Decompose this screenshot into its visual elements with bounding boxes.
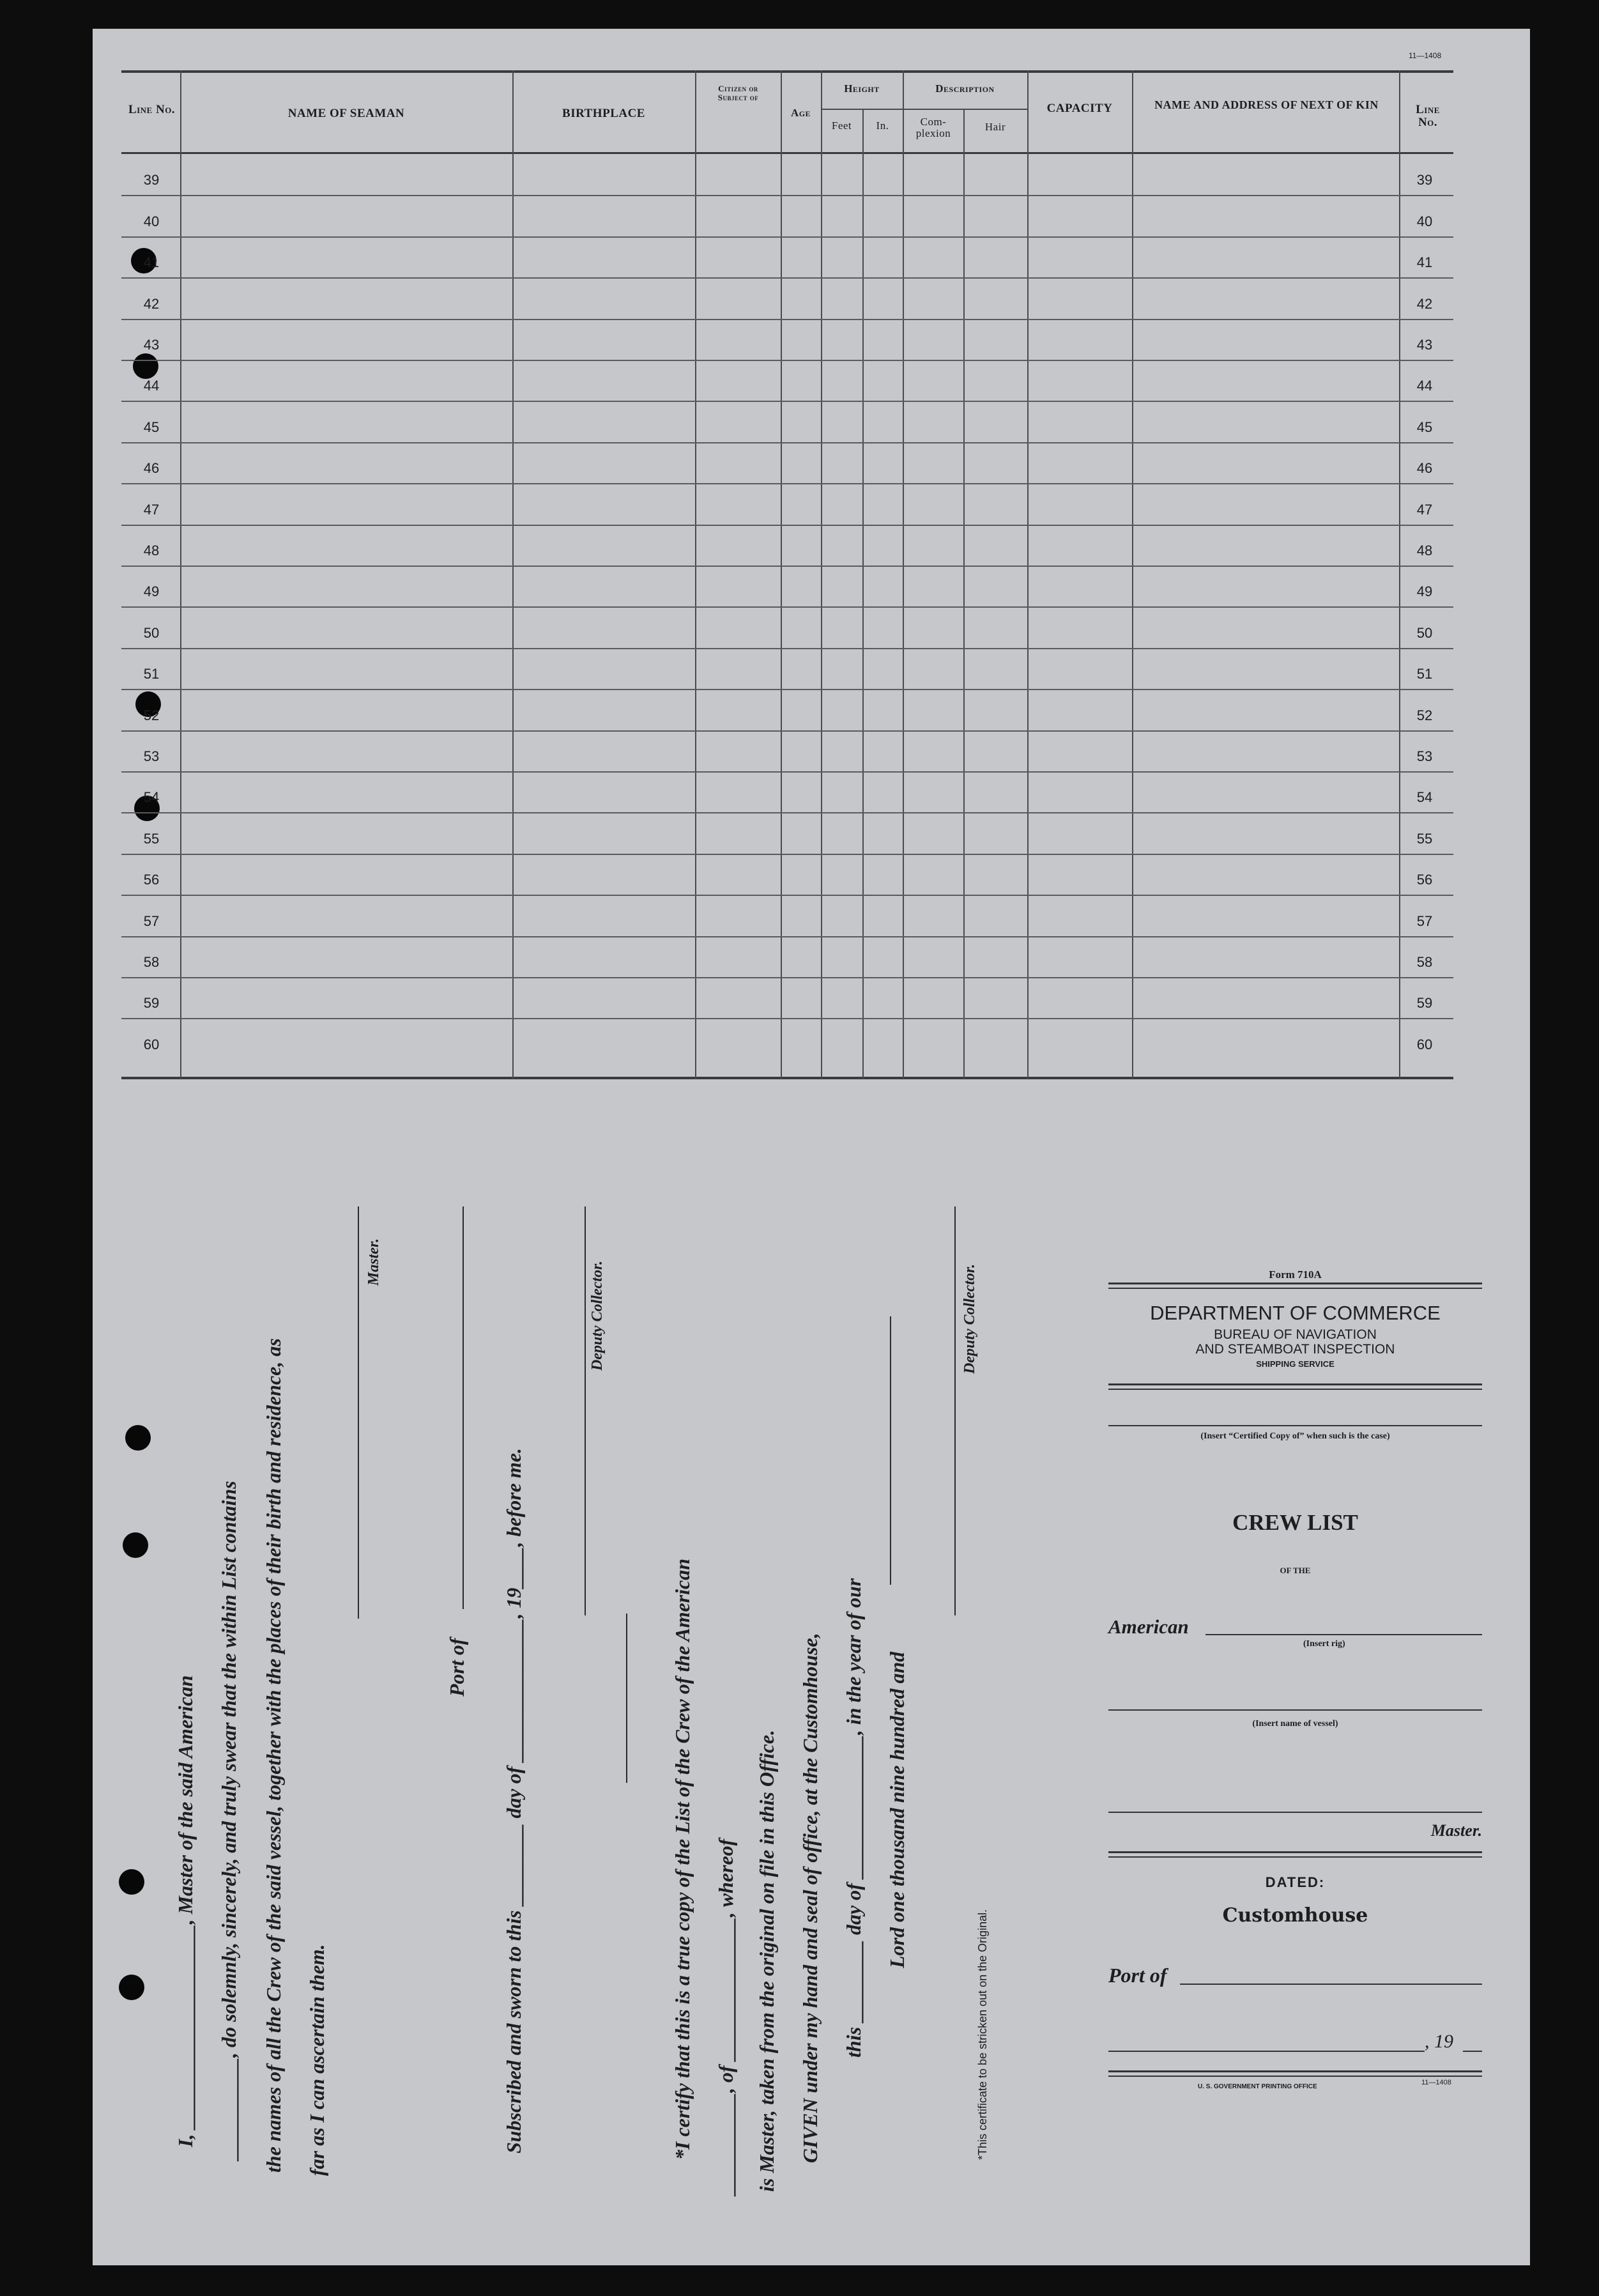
header-birthplace: BIRTHPLACE: [562, 107, 645, 120]
table-row-divider: [121, 812, 1453, 813]
port-of-label: Port of: [445, 1638, 468, 1697]
mid-double-rule: [1108, 1389, 1482, 1390]
header-next-of-kin: NAME AND ADDRESS OF NEXT OF KIN: [1154, 98, 1379, 111]
line-number-right: 40: [1416, 213, 1433, 229]
date-field[interactable]: [1108, 2035, 1425, 2052]
header-complexion: Com- plexion: [915, 116, 951, 139]
col-divider: [821, 70, 822, 1079]
deputy-signature-line-1: [585, 1206, 586, 1615]
table-row-divider: [121, 689, 1453, 690]
line-number-left: 43: [143, 337, 160, 353]
line-number-left: 59: [143, 995, 160, 1012]
punch-hole: [119, 1975, 144, 2000]
insert-rig-note: (Insert rig): [1303, 1639, 1345, 1649]
line-number-left: 39: [143, 172, 160, 189]
line-number-right: 46: [1416, 460, 1433, 477]
subheader-rule: [821, 109, 903, 110]
subscribed-sworn: Subscribed and sworn to this ________ day of ______________, 19____, before me.: [502, 1447, 525, 2153]
line-number-left: 44: [143, 378, 160, 394]
line-number-left: 57: [143, 913, 160, 929]
table-bottom-rule: [121, 1077, 1453, 1079]
short-divider: [626, 1614, 627, 1783]
mid-double-rule: [1108, 1383, 1482, 1385]
line-number-left: 50: [143, 624, 160, 641]
port-of-line: [463, 1206, 464, 1609]
line-number-left: 47: [143, 501, 160, 518]
line-number-right: 49: [1416, 583, 1433, 600]
table-row-divider: [121, 360, 1453, 361]
american-label: American: [1108, 1615, 1189, 1638]
line-number-right: 54: [1416, 789, 1433, 806]
line-number-left: 45: [143, 419, 160, 435]
header-line-no: Line No.: [128, 103, 176, 116]
header-name-of-seaman: NAME OF SEAMAN: [287, 107, 405, 120]
customhouse-label: Customhouse: [1222, 1904, 1368, 1927]
header-inches: In.: [876, 119, 889, 132]
department: DEPARTMENT OF COMMERCE: [1150, 1302, 1441, 1324]
col-divider: [695, 70, 696, 1079]
master-field[interactable]: [1108, 1812, 1482, 1813]
cover-master-label: Master.: [1430, 1821, 1482, 1840]
certified-copy-field[interactable]: [1108, 1425, 1482, 1426]
line-number-right: 58: [1416, 954, 1433, 970]
oath-line-2: __________, do solemnly, sincerely, and truly swear that the within List contains: [217, 1481, 240, 2160]
port-field[interactable]: [1180, 1968, 1482, 1985]
header-feet: Feet: [831, 119, 852, 132]
vessel-name-field[interactable]: [1108, 1709, 1482, 1711]
col-divider: [862, 109, 864, 1079]
punch-hole: [125, 1425, 151, 1451]
col-divider: [1027, 70, 1029, 1079]
col-divider: [963, 109, 965, 1079]
header-capacity: CAPACITY: [1046, 102, 1113, 115]
punch-hole: [123, 1532, 148, 1558]
cover-panel: [1108, 1268, 1482, 2112]
insert-vessel-note: (Insert name of vessel): [1252, 1719, 1338, 1729]
line-number-right: 57: [1416, 913, 1433, 929]
bureau-line-1: BUREAU OF NAVIGATION: [1214, 1327, 1377, 1342]
line-number-right: 39: [1416, 172, 1433, 189]
certificate-line-6: Lord one thousand nine hundred and: [885, 1651, 908, 1968]
line-number-right: 60: [1416, 1036, 1433, 1052]
line-number-right: 52: [1416, 707, 1433, 723]
line-number-left: 49: [143, 583, 160, 600]
line-number-right: 59: [1416, 995, 1433, 1012]
printer-imprint: U. S. GOVERNMENT PRINTING OFFICE: [1198, 2083, 1317, 2090]
rig-field[interactable]: [1205, 1619, 1482, 1635]
line-number-left: 55: [143, 830, 160, 847]
cover-port-of-label: Port of: [1108, 1964, 1167, 1987]
line-number-left: 54: [143, 789, 160, 806]
punch-hole: [119, 1869, 144, 1895]
line-number-left: 53: [143, 748, 160, 764]
line-number-left: 56: [143, 872, 160, 888]
table-row-divider: [121, 606, 1453, 608]
table-top-rule: [121, 70, 1453, 73]
line-number-left: 52: [143, 707, 160, 723]
col-divider: [903, 70, 904, 1079]
certificate-footnote: *This certificate to be stricken out on the Original.: [976, 1909, 989, 2160]
dated-label: DATED:: [1265, 1874, 1326, 1890]
year-field[interactable]: [1463, 2035, 1482, 2052]
table-row-divider: [121, 730, 1453, 732]
certificate-line-3: is Master, taken from the original on file in this Office.: [755, 1729, 778, 2192]
line-number-right: 50: [1416, 624, 1433, 641]
table-row-divider: [121, 236, 1453, 238]
certificate-line-4: GIVEN under my hand and seal of office, at the Customhouse,: [799, 1633, 822, 2163]
line-number-left: 58: [143, 954, 160, 970]
header-height: Height: [844, 82, 880, 95]
line-number-left: 46: [143, 460, 160, 477]
table-row-divider: [121, 195, 1453, 196]
col-divider: [1132, 70, 1133, 1079]
header-bottom-rule: [121, 152, 1453, 154]
crew-list-title: CREW LIST: [1232, 1510, 1358, 1535]
certificate-line-2: __________, of ______________, whereof: [714, 1838, 737, 2195]
deputy-collector-label-1: Deputy Collector.: [589, 1261, 606, 1371]
col-divider: [180, 70, 181, 1079]
bottom-double-rule: [1108, 2076, 1482, 2077]
certificate-line-5: this ________ day of ______________, in the year of our: [842, 1578, 865, 2058]
subheader-rule: [903, 109, 1027, 110]
form-number: Form 710A: [1269, 1268, 1322, 1281]
table-row-divider: [121, 977, 1453, 978]
lower-double-rule: [1108, 1851, 1482, 1853]
bureau-line-2: AND STEAMBOAT INSPECTION: [1195, 1342, 1395, 1357]
table-row-divider: [121, 442, 1453, 443]
table-row-divider: [121, 277, 1453, 279]
line-number-right: 47: [1416, 501, 1433, 518]
top-double-rule: [1108, 1283, 1482, 1284]
lower-double-rule: [1108, 1856, 1482, 1858]
master-signature-label: Master.: [365, 1238, 382, 1286]
line-number-left: 42: [143, 295, 160, 312]
bottom-double-rule: [1108, 2070, 1482, 2072]
line-number-left: 60: [143, 1036, 160, 1052]
shipping-service: SHIPPING SERVICE: [1256, 1359, 1335, 1369]
crew-table: [121, 70, 1453, 1086]
oath-line-1: I, ____________________, Master of the said American: [174, 1675, 197, 2147]
table-row-divider: [121, 854, 1453, 855]
header-hair: Hair: [984, 121, 1006, 133]
deputy-signature-line-2: [954, 1206, 956, 1615]
table-row-divider: [121, 319, 1453, 320]
certified-copy-note: (Insert “Certified Copy of” when such is the case): [1200, 1431, 1390, 1441]
form-code-bottom: 11—1408: [1421, 2079, 1451, 2086]
header-age: Age: [790, 107, 811, 119]
master-signature-line: [358, 1206, 359, 1619]
top-double-rule: [1108, 1288, 1482, 1289]
table-row-divider: [121, 483, 1453, 484]
line-number-right: 55: [1416, 830, 1433, 847]
line-number-left: 48: [143, 543, 160, 559]
line-number-right: 56: [1416, 872, 1433, 888]
line-number-right: 48: [1416, 543, 1433, 559]
table-row-divider: [121, 1018, 1453, 1019]
oath-line-3: the names of all the Crew of the said vessel, together with the places of their birth and residence, as: [262, 1338, 285, 2173]
certificate-line-1: *I certify that this is a true copy of the List of the Crew of the American: [671, 1558, 694, 2160]
line-number-right: 45: [1416, 419, 1433, 435]
col-divider: [512, 70, 514, 1079]
table-row-divider: [121, 401, 1453, 402]
table-row-divider: [121, 936, 1453, 937]
line-number-right: 41: [1416, 254, 1433, 271]
year-fill-line: [890, 1316, 891, 1585]
oath-line-4: far as I can ascertain them.: [305, 1944, 328, 2176]
table-row-divider: [121, 525, 1453, 526]
year-prefix: , 19: [1425, 2031, 1453, 2052]
deputy-collector-label-2: Deputy Collector.: [961, 1264, 978, 1374]
line-number-right: 43: [1416, 337, 1433, 353]
table-row-divider: [121, 566, 1453, 567]
col-divider: [781, 70, 782, 1079]
form-code-top: 11—1408: [1409, 51, 1442, 60]
line-number-right: 44: [1416, 378, 1433, 394]
table-row-divider: [121, 771, 1453, 773]
line-number-left: 51: [143, 666, 160, 682]
table-row-divider: [121, 648, 1453, 649]
of-the: OF THE: [1280, 1566, 1311, 1575]
header-citizen: Citizen or Subject of: [717, 84, 759, 102]
line-number-right: 42: [1416, 295, 1433, 312]
line-number-right: 53: [1416, 748, 1433, 764]
header-description: Description: [935, 82, 995, 95]
line-number-left: 40: [143, 213, 160, 229]
header-line-no-right: Line No.: [1416, 103, 1440, 129]
table-row-divider: [121, 895, 1453, 896]
line-number-right: 51: [1416, 666, 1433, 682]
line-number-left: 41: [143, 254, 160, 271]
